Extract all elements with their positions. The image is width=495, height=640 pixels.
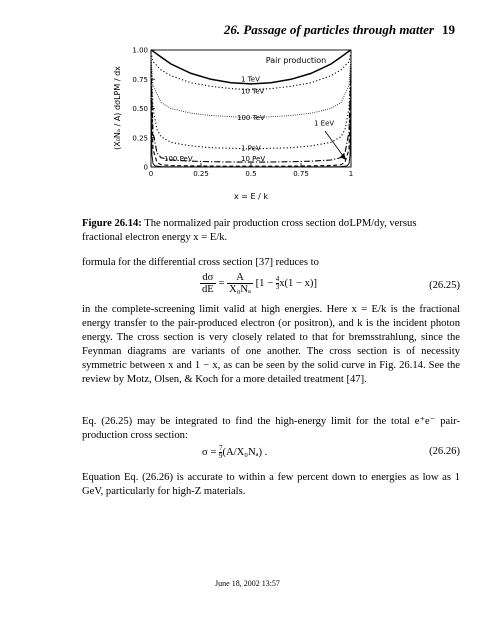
y-tick-label: 0.50 bbox=[132, 105, 148, 113]
eq1-rhs-den: X₀Nₐ bbox=[229, 284, 251, 295]
eq1-rhs-fraction bbox=[227, 272, 253, 295]
chart-title: Pair production bbox=[265, 56, 327, 65]
eq1-small-den: 3 bbox=[275, 283, 280, 291]
x-tick-label: 0 bbox=[148, 170, 154, 178]
y-tick-label: 0 bbox=[143, 163, 148, 172]
figure-label: Figure 26.14: bbox=[82, 218, 142, 229]
eq1-lhs-num: dσ bbox=[200, 272, 216, 284]
equation-26-26 bbox=[82, 445, 460, 463]
series-label-10-pev: 10 PeV bbox=[241, 155, 266, 164]
series-label-10-tev: 10 TeV bbox=[241, 87, 265, 96]
y-tick-label: 1.00 bbox=[132, 46, 148, 55]
eq2-post: (A/X₀Nₐ) . bbox=[222, 446, 268, 458]
x-tick-label: 1 bbox=[348, 170, 354, 178]
eq2-number: (26.26) bbox=[429, 446, 460, 457]
y-tick-label: 0.75 bbox=[132, 75, 148, 84]
series-label-1-tev: 1 TeV bbox=[241, 75, 260, 84]
eq2-pre: σ = bbox=[202, 446, 219, 458]
paragraph-2: in the complete-screening limit valid at high energies. Here x = E/k is the fractional energy transfer to the pair-produced electron (or positron), and k is the incident photon energy. The cross section is very closely related to that for bremsstrahlung, since the Feynman diagrams are variants of one another. The cross section is of necessity symmetric between x and 1 − x, as can be seen by the solid curve in Fig. 26.14. See the review by Motz, Olsen, & Koch for a more detailed treatment [47]. bbox=[82, 304, 460, 385]
running-header-title: 26. Passage of particles through matter bbox=[223, 22, 434, 37]
eq2-small-den: 9 bbox=[218, 452, 223, 460]
page-number: 19 bbox=[442, 22, 455, 37]
series-label-100-tev: 100 TeV bbox=[237, 114, 265, 123]
pair-production-chart bbox=[0, 0, 495, 215]
x-tick-label: 0.25 bbox=[193, 170, 209, 178]
series-label-100-pev: 100 PeV bbox=[164, 155, 193, 164]
eq1-small-num: 4 bbox=[275, 275, 280, 283]
series-label-1-eev: 1 EeV bbox=[314, 119, 335, 128]
eq1-rhs-num: A bbox=[227, 272, 253, 284]
series-label-1-pev: 1 PeV bbox=[241, 144, 261, 153]
y-axis-label: (X₀Nₐ / A) dσLPM / dx bbox=[113, 66, 122, 150]
eq1-number: (26.25) bbox=[429, 280, 460, 291]
paragraph-4: Equation Eq. (26.26) is accurate to within a few percent down to energies as low as 1 GeV, particularly for high-Z materials. bbox=[82, 472, 460, 497]
eq1-lhs-fraction bbox=[200, 272, 216, 295]
label-pointer-arrowhead bbox=[340, 153, 346, 160]
figure-caption-text: The normalized pair production cross section dσLPM/dy, versus fractional electron energy x = E/k. bbox=[82, 218, 417, 243]
eq1-bracket-post: x(1 − x)] bbox=[279, 277, 317, 289]
x-tick-label: 0.75 bbox=[293, 170, 309, 178]
paragraph-3: Eq. (26.25) may be integrated to find the high-energy limit for the total e⁺e⁻ pair-production cross section: bbox=[82, 416, 460, 441]
figure-caption bbox=[82, 217, 458, 245]
eq2-small-num: 7 bbox=[218, 444, 223, 452]
page-footer: June 18, 2002 13:57 bbox=[215, 579, 280, 588]
eq1-bracket-pre: [1 − bbox=[255, 277, 276, 289]
eq1-lhs-den: dE bbox=[202, 284, 214, 295]
paragraph-1: formula for the differential cross section [37] reduces to bbox=[82, 257, 319, 268]
x-tick-label: 0.5 bbox=[245, 170, 257, 178]
x-axis-label: x = E / k bbox=[234, 192, 268, 201]
y-tick-label: 0.25 bbox=[132, 134, 148, 143]
equation-26-25: $\frac{d\sigma}{dE}$ = $\frac{A}{\text{X₀Nₐ}}$ [1 − $\frac{4}{3}$ x(1 − x)] (26.25) bbox=[202, 272, 460, 295]
